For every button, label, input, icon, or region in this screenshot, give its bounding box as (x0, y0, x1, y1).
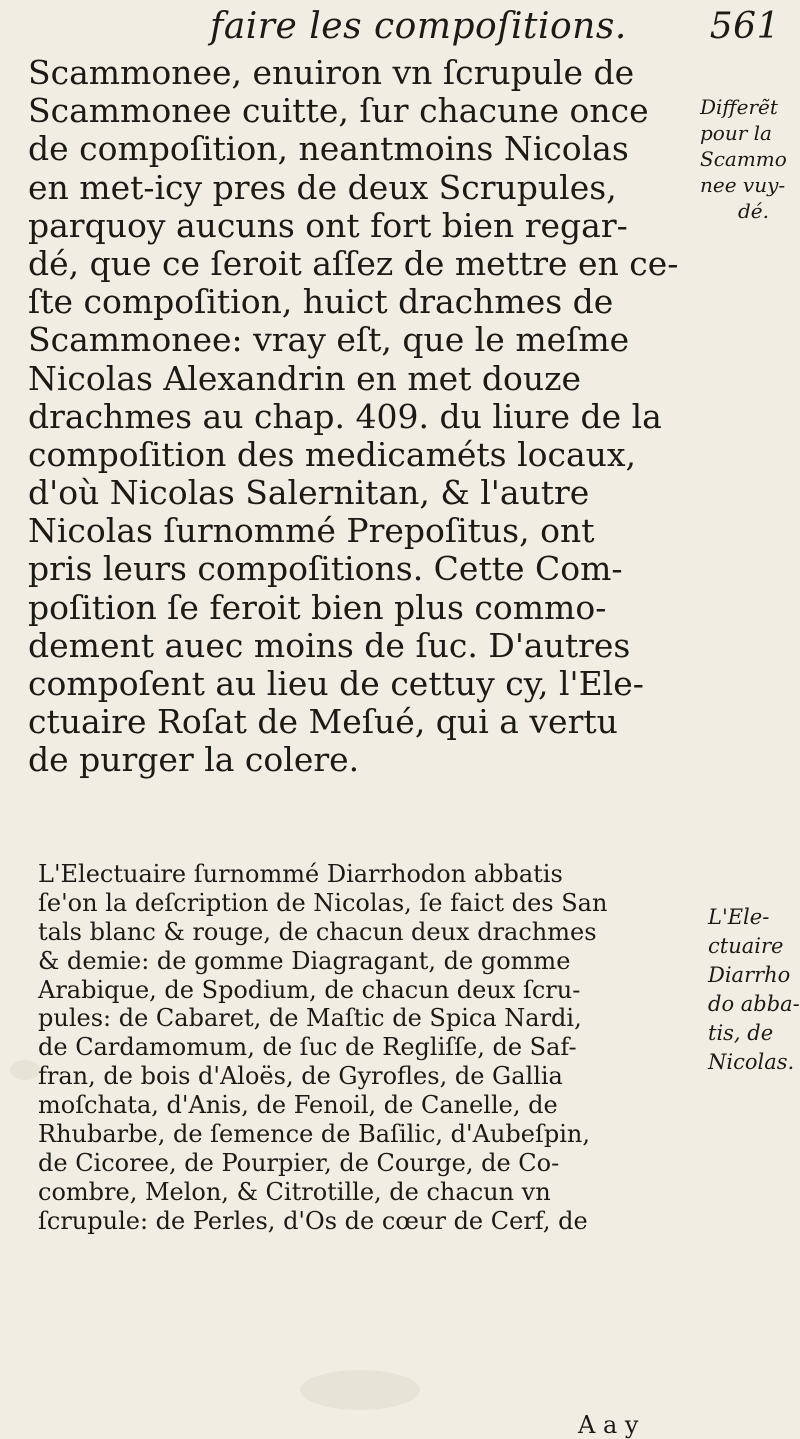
catchword: A a y (578, 1411, 639, 1439)
main-paragraph (28, 54, 688, 780)
margin-note-diarrhodon (708, 903, 798, 1077)
margin-note-line: nee vuy- (700, 173, 786, 197)
text-line: pules: de Cabaret, de Maſtic de Spica Nardi, (38, 1004, 582, 1033)
text-line: de Cicoree, de Pourpier, de Courge, de Co- (38, 1148, 560, 1177)
margin-note-line: ctuaire (708, 934, 784, 958)
margin-note-line: L'Ele- (708, 905, 770, 929)
text-line: moſchata, d'Anis, de Fenoil, de Canelle, de (38, 1091, 558, 1120)
paper-stain (10, 1060, 40, 1080)
text-line: compoſition des medicaméts locaux, (28, 434, 637, 474)
text-line: drachmes au chap. 409. du liure de la (28, 396, 662, 436)
margin-note-line: Nicolas. (708, 1050, 795, 1074)
text-line: de Cardamomum, de ſuc de Regliſſe, de Saf- (38, 1033, 577, 1062)
text-line: de purger la colere. (28, 740, 360, 780)
text-line: & demie: de gomme Diagragant, de gomme (38, 946, 571, 975)
text-line: dé, que ce ſeroit aſſez de mettre en ce- (28, 243, 679, 283)
text-line: ſte compoſition, huict drachmes de (28, 282, 614, 322)
text-line: poſition ſe feroit bien plus commo- (28, 587, 607, 627)
page-number: 561 (709, 6, 780, 47)
text-line: combre, Melon, & Citrotille, de chacun vn (38, 1177, 551, 1206)
page-header (210, 6, 780, 54)
margin-note-line: Scammo (700, 147, 787, 171)
paper-stain (300, 1370, 420, 1410)
text-line: d'où Nicolas Salernitan, & l'autre (28, 473, 590, 513)
text-line: L'Electuaire ſurnommé Diarrhodon abbatis (38, 860, 563, 888)
margin-note-scammonee (700, 94, 798, 224)
running-title: faire les compoſitions. (210, 6, 627, 47)
text-line: fran, de bois d'Aloës, de Gyrofles, de Gallia (38, 1062, 563, 1091)
text-line: parquoy aucuns ont fort bien regar- (28, 205, 628, 245)
text-line: en met-icy pres de deux Scrupules, (28, 167, 617, 207)
text-line: ſcrupule: de Perles, d'Os de cœur de Cerf, de (38, 1206, 588, 1235)
text-line: Nicolas Alexandrin en met douze (28, 358, 582, 398)
margin-note-line: dé. (738, 199, 769, 223)
text-line: ſe'on la deſcription de Nicolas, ſe faict des San (38, 888, 608, 917)
margin-note-line: do abba- (708, 992, 800, 1016)
margin-note-line: Differẽt (700, 95, 778, 119)
text-line: Arabique, de Spodium, de chacun deux ſcru- (38, 975, 581, 1004)
text-line: Scammonee cuitte, ſur chacune once (28, 91, 649, 131)
text-line: Nicolas ſurnommé Prepoſitus, ont (28, 511, 595, 551)
margin-note-line: pour la (700, 121, 772, 145)
text-line: ctuaire Roſat de Meſué, qui a vertu (28, 702, 618, 742)
recipe-paragraph (38, 860, 698, 1236)
margin-note-line: Diarrho (708, 963, 791, 987)
text-line: compoſent au lieu de cettuy cy, l'Ele- (28, 664, 644, 703)
text-line: Rhubarbe, de ſemence de Baſilic, d'Aubeſpin, (38, 1120, 590, 1149)
text-line: dement auec moins de ſuc. D'autres (28, 625, 631, 665)
text-line: tals blanc & rouge, de chacun deux drachmes (38, 917, 597, 946)
margin-note-line: tis, de (708, 1021, 774, 1045)
text-line: Scammonee, enuiron vn ſcrupule de (28, 53, 635, 92)
text-line: de compoſition, neantmoins Nicolas (28, 129, 629, 169)
text-line: pris leurs compoſitions. Cette Com- (28, 549, 623, 589)
text-line: Scammonee: vray eſt, que le meſme (28, 320, 630, 360)
